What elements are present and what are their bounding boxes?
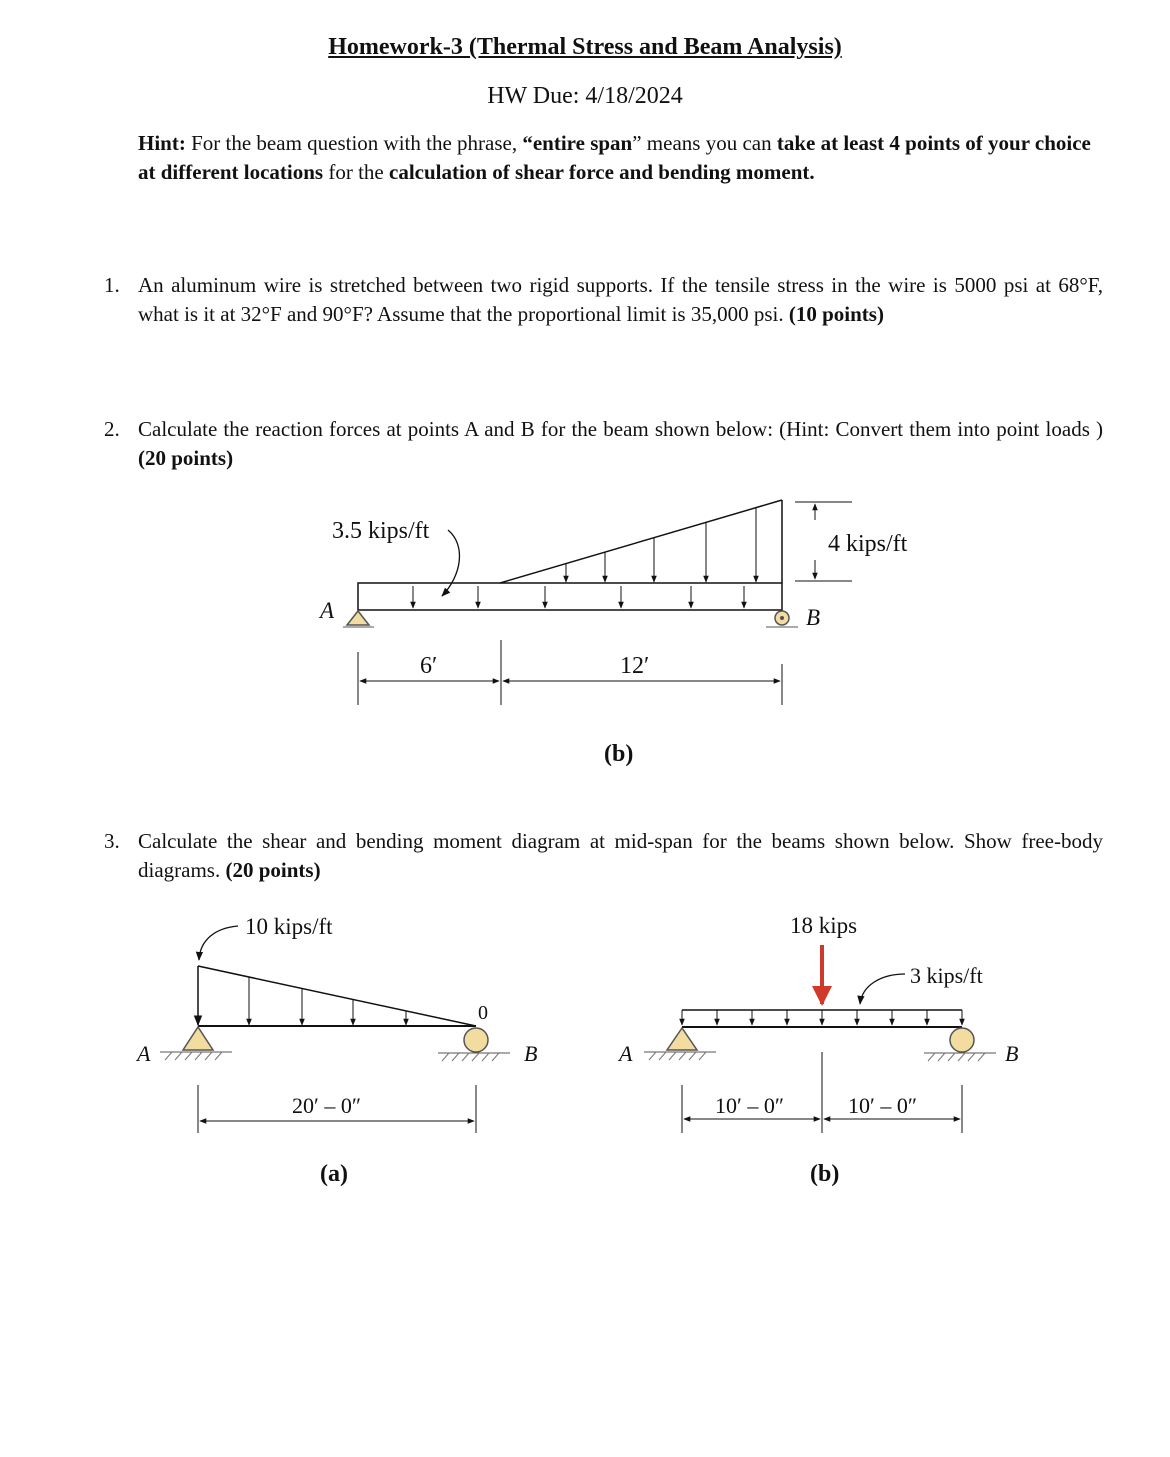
support-q3a-a-pin	[183, 1027, 213, 1050]
page-title: Homework-3 (Thermal Stress and Beam Analysis)	[328, 34, 842, 60]
question-3-number: 3.	[104, 829, 120, 853]
support-q3a-a-label: A	[137, 1041, 151, 1066]
figure-q2-caption: (b)	[604, 741, 634, 767]
figure-q3b-caption: (b)	[810, 1161, 840, 1187]
hint-label: Hint:	[138, 131, 186, 155]
question-1-body: An aluminum wire is stretched between two rigid supports. If the tensile stress in the wire is 5000 psi at 68°F, what is it at 32°F and 90°F? Assume that the proportional limit is 35,000 psi.	[138, 273, 1103, 326]
support-q2-b-label: B	[806, 605, 821, 630]
figure-q3a-caption: (a)	[320, 1161, 348, 1187]
question-2-body: Calculate the reaction forces at points A and B for the beam shown below: (Hint: Convert them into point loads )	[138, 417, 1103, 441]
support-q3a-b-roller	[464, 1028, 488, 1052]
dim-q3a-20ft: 20′ – 0″	[292, 1093, 361, 1118]
question-2-points: (20 points)	[138, 446, 234, 470]
dim-q2-6ft: 6′	[420, 653, 438, 679]
load-q3a-zero: 0	[478, 1002, 488, 1024]
support-q3a-b-label: B	[524, 1041, 538, 1066]
dim-q3b-right: 10′ – 0″	[848, 1093, 917, 1118]
dim-q3b-left: 10′ – 0″	[715, 1093, 784, 1118]
hint-text-3: for the	[323, 160, 389, 184]
support-q3b-b-roller	[950, 1028, 974, 1052]
hint-bold-3: calculation of shear force and bending moment.	[389, 160, 815, 184]
load-q2-right-label: 4 kips/ft	[828, 531, 908, 557]
question-3-points: (20 points)	[225, 858, 321, 882]
hint-text-2: ” means you can	[632, 131, 777, 155]
support-q2-a-label: A	[320, 598, 335, 623]
hint-bold-1: “entire span	[522, 131, 633, 155]
support-q3b-a-label: A	[619, 1041, 633, 1066]
question-1-number: 1.	[104, 273, 120, 297]
load-q3a-top-line	[198, 966, 476, 1026]
question-2-number: 2.	[104, 417, 120, 441]
dim-q2-12ft: 12′	[620, 653, 650, 679]
hint-text-1: For the beam question with the phrase,	[185, 131, 523, 155]
load-q2-left-label: 3.5 kips/ft	[332, 518, 430, 544]
question-1-points: (10 points)	[788, 302, 884, 326]
hint-bold-2: take at least 4 points of your choice at different locations	[138, 131, 1091, 184]
due-date: HW Due: 4/18/2024	[487, 83, 683, 109]
point-load-q3b-label: 18 kips	[790, 913, 858, 938]
support-q3b-a-pin	[667, 1028, 697, 1050]
load-q3b-label: 3 kips/ft	[910, 963, 983, 988]
load-q3a-label: 10 kips/ft	[245, 914, 333, 939]
question-3-body: Calculate the shear and bending moment diagram at mid-span for the beams shown below. Show free-body diagrams.	[138, 829, 1103, 882]
support-q3b-b-label: B	[1005, 1041, 1019, 1066]
